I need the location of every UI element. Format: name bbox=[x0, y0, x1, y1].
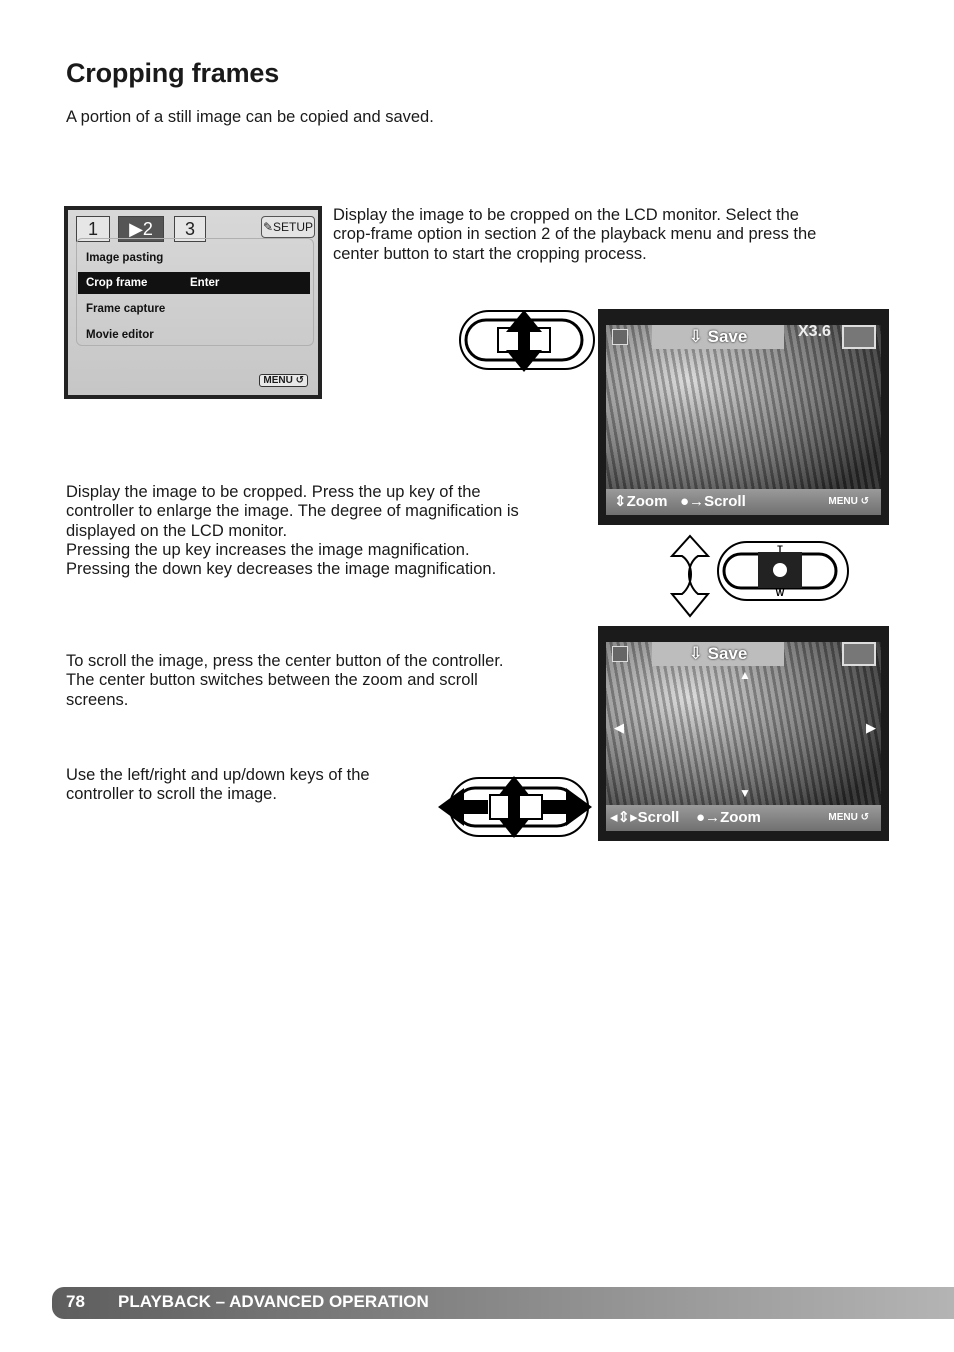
scroll-hint: ●→Scroll bbox=[680, 493, 746, 510]
play-icon: ▶ bbox=[129, 219, 143, 239]
zoom-hint: ●→Zoom bbox=[696, 809, 761, 826]
controller-updown-icon bbox=[458, 308, 598, 374]
para-2: Display the image to be cropped. Press the up key of the controller to enlarge the image. The degree of magnification is displayed on the LCD monitor. Pressing the up key increases the image magnification. Pressing the down key decreases the image magnification. bbox=[66, 483, 519, 579]
scroll-down-arrow-icon: ▼ bbox=[739, 786, 751, 800]
thumbnail-navigator-icon bbox=[842, 642, 876, 666]
menu-icon: MENU ↺ bbox=[828, 812, 869, 823]
lcd-status-bar bbox=[606, 805, 881, 831]
menu-tab-3: 3 bbox=[174, 216, 206, 242]
para-4: Use the left/right and up/down keys of the controller to scroll the image. bbox=[66, 766, 370, 804]
menu-item-crop-frame: Crop frame Enter bbox=[78, 272, 310, 294]
cropped-photo bbox=[606, 325, 881, 509]
page-title: Cropping frames bbox=[66, 58, 280, 88]
menu-item-image-pasting: Image pasting bbox=[86, 252, 164, 264]
scroll-right-arrow-icon: ▶ bbox=[866, 720, 876, 735]
magnification-readout: X3.6 bbox=[798, 323, 831, 340]
menu-tab-2: ▶2 bbox=[118, 216, 164, 242]
page-footer bbox=[52, 1287, 954, 1319]
playback-menu-screen bbox=[64, 206, 322, 399]
tele-label: T bbox=[777, 544, 783, 554]
thumbnail-navigator-icon bbox=[842, 325, 876, 349]
zoom-hint: ⇕Zoom bbox=[614, 493, 668, 510]
wide-label: W bbox=[775, 588, 785, 598]
para-1: Display the image to be cropped on the LCD monitor. Select the crop-frame option in section 2 of the playback menu and press the center button to start the cropping process. bbox=[333, 206, 817, 263]
menu-icon: MENU ↺ bbox=[828, 496, 869, 507]
page-number: 78 bbox=[66, 1292, 85, 1311]
wrench-icon: ✎ bbox=[262, 220, 274, 234]
scroll-left-arrow-icon: ◀ bbox=[614, 720, 624, 735]
playback-icon bbox=[612, 646, 628, 662]
setup-tab: ✎SETUP bbox=[261, 216, 315, 238]
playback-icon bbox=[612, 329, 628, 345]
lcd-status-bar bbox=[606, 489, 881, 515]
section-title: PLAYBACK – ADVANCED OPERATION bbox=[118, 1292, 429, 1311]
scroll-up-arrow-icon: ▲ bbox=[739, 668, 751, 682]
menu-back-button: MENU ↺ bbox=[259, 374, 308, 387]
save-label: ⇩ Save bbox=[652, 642, 784, 666]
menu-item-value: Enter bbox=[190, 277, 220, 289]
para-3: To scroll the image, press the center button of the controller. The center button switches between the zoom and scroll screens. bbox=[66, 652, 504, 709]
controller-4way-icon bbox=[436, 774, 594, 840]
scroll-hint: ◂⇕▸Scroll bbox=[610, 809, 680, 826]
lcd-scroll-screen bbox=[598, 626, 889, 841]
lcd-zoom-screen bbox=[598, 309, 889, 525]
menu-item-frame-capture: Frame capture bbox=[86, 303, 166, 315]
menu-tab-1: 1 bbox=[76, 216, 110, 242]
save-label: ⇩ Save bbox=[652, 325, 784, 349]
controller-zoom-icon bbox=[668, 534, 854, 618]
intro-text: A portion of a still image can be copied and saved. bbox=[66, 108, 434, 126]
menu-item-movie-editor: Movie editor bbox=[86, 329, 154, 341]
